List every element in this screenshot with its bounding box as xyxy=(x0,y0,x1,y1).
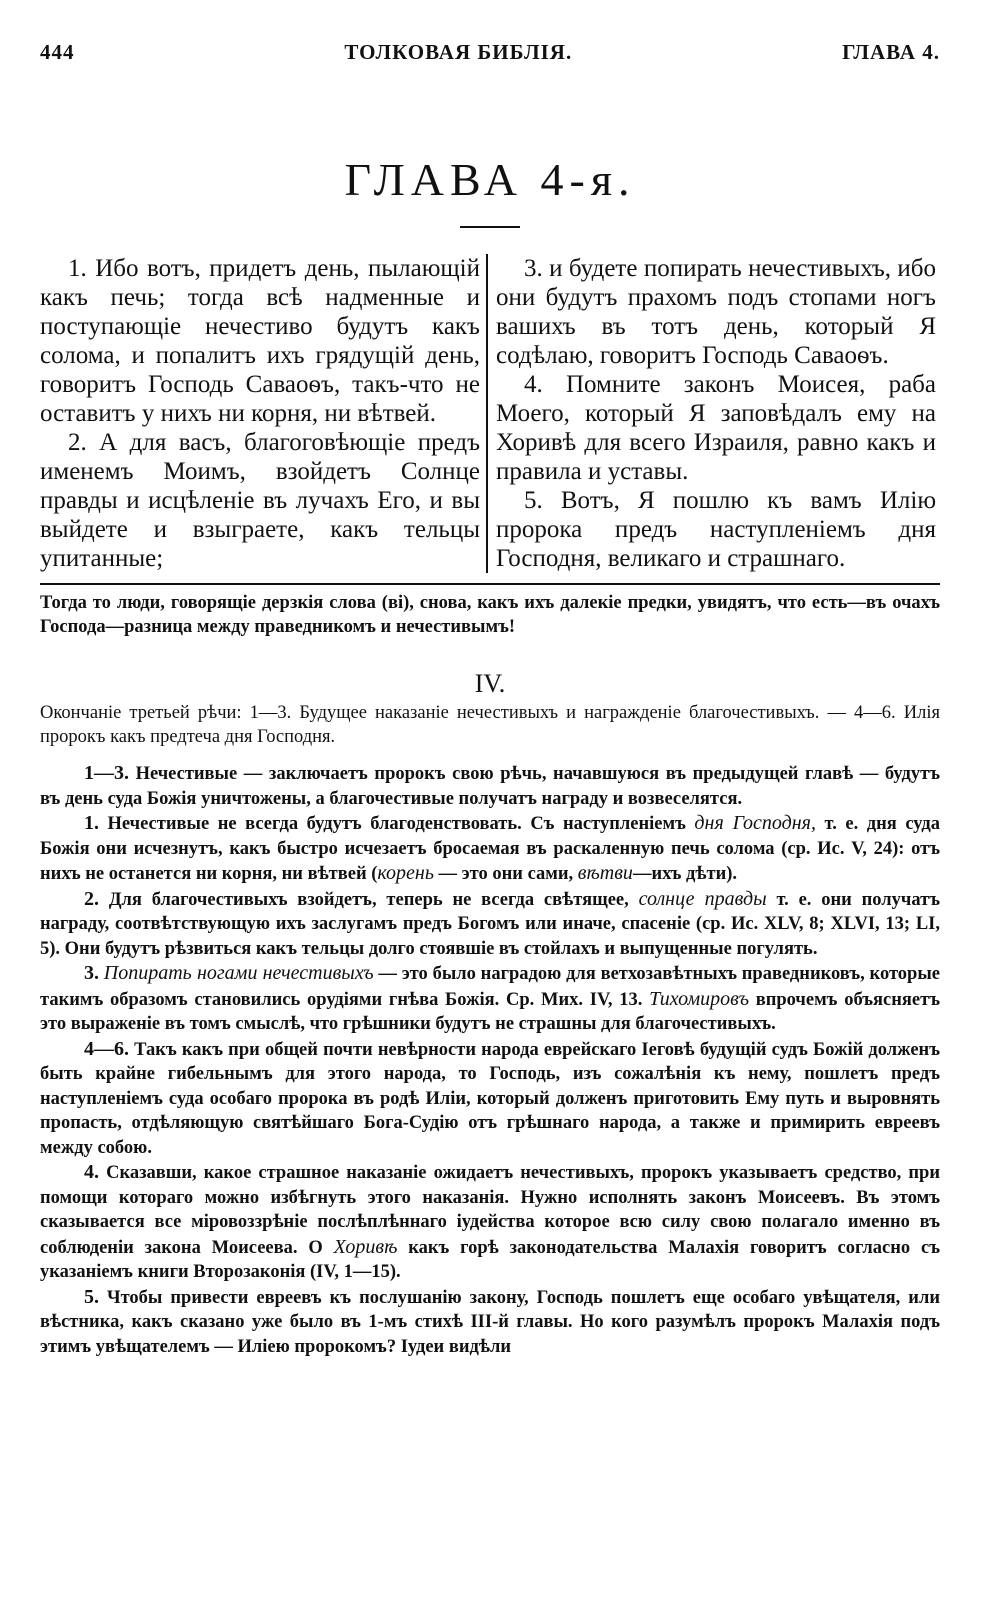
verse-reference: 1—3. xyxy=(84,762,129,784)
title-rule xyxy=(460,226,520,228)
commentary-paragraph xyxy=(40,811,940,887)
commentary-text: Такъ какъ при общей почти невѣрности народа еврейскаго Іеговѣ будущій судъ Божій долженъ быть крайне гибельнымъ для этого народа, то Господь, изъ сожалѣнія къ нему, пошлетъ предъ наступленіемъ суда особаго пророка въ родѣ Иліи, который долженъ приготовить Ему путь и выровнять пропасть, отдѣляющую святѣйшаго Бога-Судію отъ грѣшнаго народа, а также и примирить евреевъ между собою. xyxy=(40,1039,940,1158)
italic-term: Тихомировъ xyxy=(649,987,749,1010)
chapter-title: ГЛАВА 4-я. xyxy=(344,154,636,205)
commentary-text: — это было наградою для ветхозавѣтныхъ праведниковъ, которые такимъ образомъ становились орудіями гнѣва Божія. Ср. Мих. IV, 13. xyxy=(40,964,940,1010)
verse-5: 5. Вотъ, Я пошлю къ вамъ Илію пророка предъ наступленіемъ дня Господня, великаго и страшнаго. xyxy=(496,487,936,572)
verse-reference: 4. xyxy=(84,1161,99,1183)
verses-right-column xyxy=(488,254,936,573)
italic-term: вѣтви xyxy=(577,862,633,884)
section-subtitle: Окончаніе третьей рѣчи: 1—3. Будущее наказаніе нечестивыхъ и награжденіе благочестивыхъ. — 4—6. Илія пророкъ какъ предтеча дня Господня. xyxy=(40,703,940,747)
verse-4: 4. Помните законъ Моисея, раба Моего, который Я заповѣдалъ ему на Хоривѣ для всего Израиля, равно какъ и правила и уставы. xyxy=(496,371,936,485)
verse-reference: 4—6. xyxy=(84,1037,129,1060)
commentary-text: — это они сами, xyxy=(433,864,578,884)
chapter-label: ГЛАВА 4. xyxy=(842,40,940,64)
commentary-paragraph xyxy=(40,1037,940,1161)
commentary-text: впрочемъ объясняетъ это выраженіе въ томъ смыслѣ, что грѣшники будутъ не страшны для благочестивыхъ. xyxy=(40,989,940,1034)
section-number: IV. xyxy=(474,669,506,698)
italic-term: дня Господня, xyxy=(694,812,816,834)
verse-reference: 1. xyxy=(84,812,99,834)
commentary-text: Нечестивые не всегда будутъ благоденствовать. Съ наступленіемъ xyxy=(107,814,695,834)
commentary xyxy=(40,761,940,1359)
verses-left-column xyxy=(40,254,486,573)
italic-term: Хоривѣ xyxy=(333,1235,398,1258)
verse-reference: 5. xyxy=(84,1285,99,1308)
chapter-summary: Тогда то люди, говорящіе дерзкія слова (ві), снова, какъ ихъ далекіе предки, увидятъ, что есть—въ очахъ Господа—разница между праведникомъ и нечестивымъ! xyxy=(40,583,940,639)
verse-2: 2. А для васъ, благоговѣющіе предъ именемъ Моимъ, взойдетъ Солнце правды и исцѣленіе въ лучахъ Его, и вы выйдете и взыграете, какъ тельцы упитанные; xyxy=(40,429,480,572)
running-header xyxy=(40,40,940,80)
commentary-paragraph xyxy=(40,961,940,1037)
verse-3: 3. и будете попирать нечестивыхъ, ибо они будутъ прахомъ подъ стопами ногъ вашихъ въ тотъ день, который Я содѣлаю, говоритъ Господь Саваоѳъ. xyxy=(496,255,936,369)
verse-reference: 3. xyxy=(84,962,99,984)
italic-term: Попирать ногами нечестивыхъ xyxy=(103,962,374,984)
italic-term: солнце правды xyxy=(638,887,767,910)
verse-1: 1. Ибо вотъ, придетъ день, пылающій какъ печь; тогда всѣ надменные и поступающіе нечестиво будутъ какъ солома, и попалитъ ихъ грядущій день, говоритъ Господь Саваоѳъ, такъ-что не оставитъ у нихъ ни корня, ни вѣтвей. xyxy=(40,255,480,427)
commentary-text: Чтобы привести евреевъ къ послушанію закону, Господь пошлетъ еще особаго увѣщателя, или вѣстника, какъ сказано уже было въ 1-мъ стихѣ III-й главы. Но кого разумѣлъ пророкъ Малахія подъ этимъ увѣщателемъ — Иліею пророкомъ? Іудеи видѣли xyxy=(40,1287,941,1357)
commentary-text: —ихъ дѣти). xyxy=(632,864,738,884)
commentary-text: Нечестивые — заключаетъ пророкъ свою рѣчь, начавшуюся въ предыдущей главѣ — будутъ въ день суда Божія уничтожены, а благочестивые получатъ награду и возвеселятся. xyxy=(40,764,941,809)
commentary-text: т. е. дня суда Божія они исчезнутъ, какъ быстро исчезаетъ бросаемая въ раскаленную печь солома (ср. Ис. V, 24): отъ нихъ не останется ни корня, ни вѣтвей ( xyxy=(40,814,940,884)
commentary-paragraph xyxy=(40,1160,940,1285)
commentary-text: Для благочестивыхъ взойдетъ, теперь не всегда свѣтящее, xyxy=(108,889,639,910)
commentary-text: Сказавши, какое страшное наказаніе ожидаетъ нечестивыхъ, пророкъ указываетъ средство, при помощи котораго можно избѣгнуть этого наказанія. Нужно исполнять законъ Моисеевъ. Въ этомъ сказывается все міровоззрѣніе послѣплѣннаго іудейства которое всю силу свою полагало именно въ соблюденіи закона Моисеева. О xyxy=(40,1163,941,1258)
commentary-paragraph xyxy=(40,761,940,811)
verse-reference: 2. xyxy=(84,887,99,910)
verses-block xyxy=(40,254,940,573)
italic-term: корень xyxy=(377,862,434,884)
page-number: 444 xyxy=(40,40,75,64)
commentary-paragraph xyxy=(40,1285,940,1360)
page xyxy=(40,40,940,1359)
commentary-paragraph xyxy=(40,887,940,962)
commentary-text: какъ горѣ законодательства Малахія говоритъ согласно съ указаніемъ книги Второзаконія (IV, 1—15). xyxy=(40,1237,940,1282)
commentary-text: т. е. они получатъ награду, соотвѣтствующую ихъ заслугамъ предъ Богомъ или иначе, спасеніе (ср. Ис. XLV, 8; XLVI, 13; LI, 5). Они будутъ рѣзвиться какъ тельцы долго стоявшіе въ стойлахъ и выпущенные погулять. xyxy=(40,889,940,959)
book-title: ТОЛКОВАЯ БИБЛІЯ. xyxy=(344,40,573,64)
